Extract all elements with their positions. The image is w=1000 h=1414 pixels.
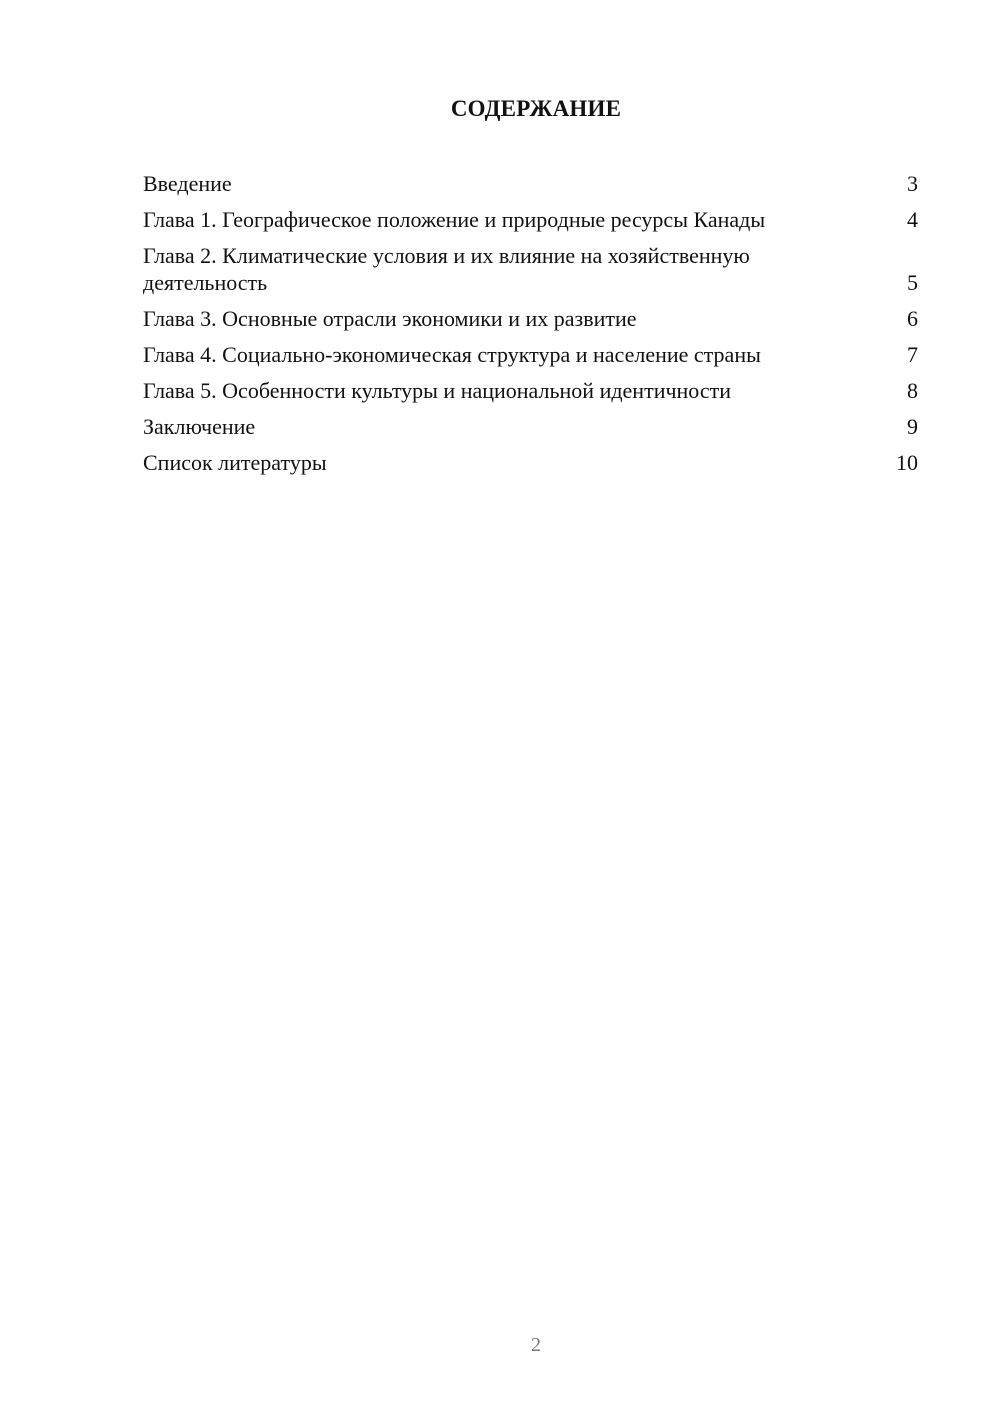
toc-entry-chapter-1 [143, 206, 918, 233]
toc-entry-page: 5 [907, 270, 918, 295]
toc-entry-introduction [143, 170, 918, 197]
toc-entry-page: 10 [896, 450, 918, 475]
toc-entry-text: Глава 1. Географическое положение и природные ресурсы Канады [143, 207, 766, 232]
toc-entry-conclusion [143, 413, 918, 440]
page-number: 2 [531, 1334, 541, 1356]
toc-entry-chapter-2 [143, 242, 918, 296]
toc-entry-page: 4 [907, 207, 918, 232]
toc-entry-text: Глава 2. Климатические условия и их влияние на хозяйственную деятельность [143, 243, 750, 295]
toc-title: СОДЕРЖАНИЕ [450, 96, 622, 121]
toc-entry-chapter-4 [143, 341, 918, 368]
toc-entry-chapter-5 [143, 377, 918, 404]
table-of-contents [143, 170, 918, 485]
toc-entry-page: 8 [907, 378, 918, 403]
toc-entry-text: Заключение [143, 414, 256, 439]
toc-entry-text: Глава 5. Особенности культуры и национальной идентичности [143, 378, 732, 403]
toc-entry-page: 7 [907, 342, 918, 367]
toc-entry-text: Список литературы [143, 450, 327, 475]
toc-entry-bibliography [143, 449, 918, 476]
toc-entry-page: 9 [907, 414, 918, 439]
toc-entry-text: Глава 3. Основные отрасли экономики и их развитие [143, 306, 637, 331]
toc-entry-text: Глава 4. Социально-экономическая структура и население страны [143, 342, 761, 367]
toc-entry-page: 3 [907, 171, 918, 196]
toc-entry-text: Введение [143, 171, 232, 196]
toc-entry-chapter-3 [143, 305, 918, 332]
toc-entry-page: 6 [907, 306, 918, 331]
